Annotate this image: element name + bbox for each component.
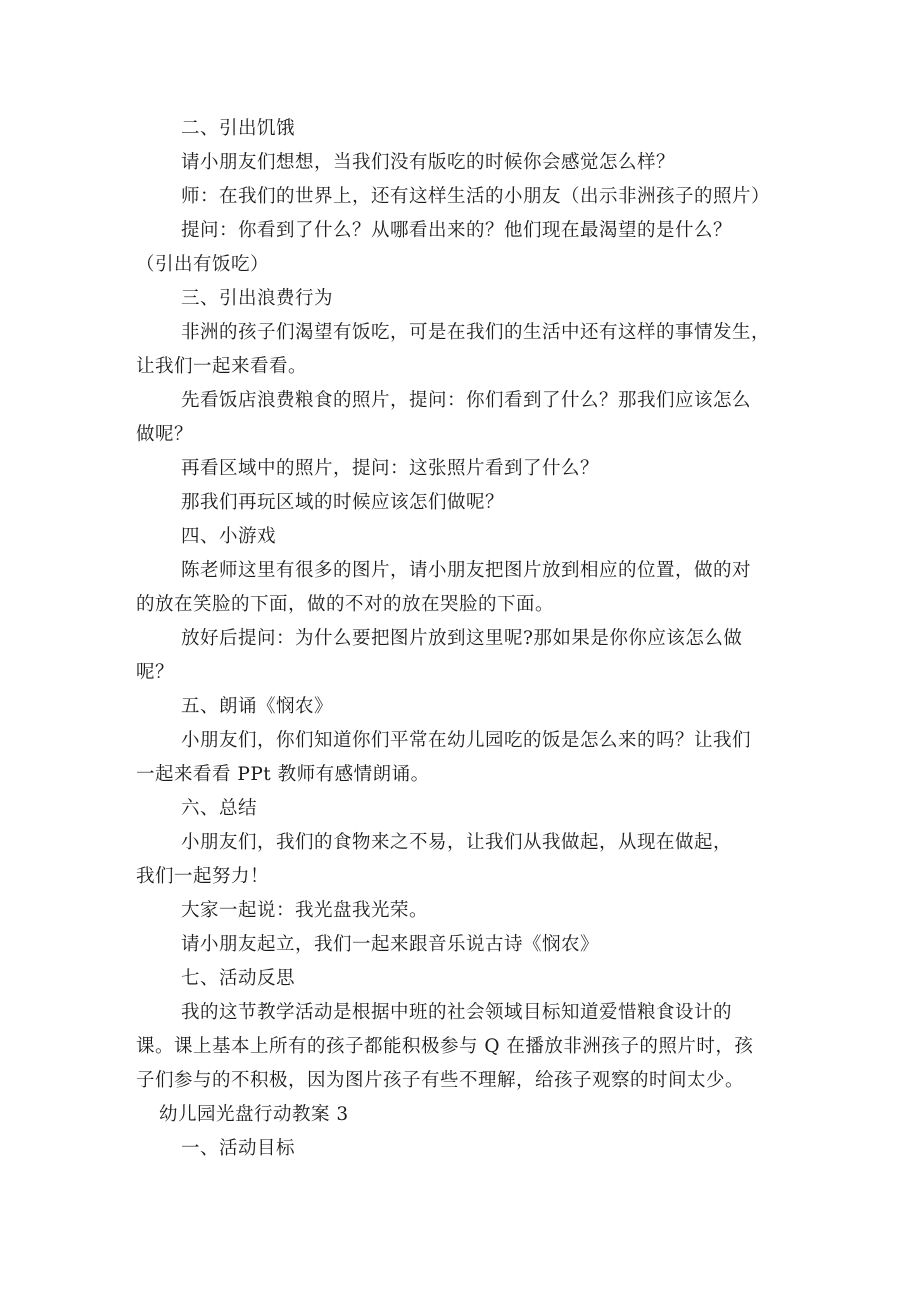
- paragraph-line: （引出有饭吃）: [136, 254, 270, 275]
- paragraph-line: 请小朋友们想想，当我们没有版吃的时候你会感觉怎么样？: [181, 152, 676, 173]
- paragraph-line: 大家一起说：我光盘我光荣。: [181, 900, 429, 921]
- paragraph-line: 做呢？: [136, 424, 194, 445]
- paragraph-line: 子们参与的不积极，因为图片孩子有些不理解，给孩子观察的时间太少。: [136, 1070, 745, 1091]
- paragraph-line: 再看区域中的照片，提问：这张照片看到了什么？: [181, 458, 600, 479]
- lesson-plan-title: 幼儿园光盘行动教案 3: [159, 1104, 349, 1125]
- paragraph-line: 我们一起努力！: [136, 866, 270, 887]
- section-heading-recite: 五、朗诵《悯农》: [181, 696, 334, 717]
- paragraph-line: 的放在笑脸的下面，做的不对的放在哭脸的下面。: [136, 594, 555, 615]
- paragraph-line: 小朋友们，你们知道你们平常在幼儿园吃的饭是怎么来的吗？让我们: [181, 730, 752, 751]
- section-heading-hunger: 二、引出饥饿: [181, 118, 296, 139]
- paragraph-line: 小朋友们，我们的食物来之不易，让我们从我做起，从现在做起，: [181, 832, 733, 853]
- section-heading-waste: 三、引出浪费行为: [181, 288, 334, 309]
- section-heading-game: 四、小游戏: [181, 526, 277, 547]
- section-heading-reflection: 七、活动反思: [181, 968, 296, 989]
- paragraph-line: 我的这节教学活动是根据中班的社会领域目标知道爱惜粮食设计的: [181, 1002, 733, 1023]
- section-heading-summary: 六、总结: [181, 798, 258, 819]
- paragraph-line: 一起来看看 PPt 教师有感情朗诵。: [136, 764, 430, 785]
- paragraph-line: 师：在我们的世界上，还有这样生活的小朋友（出示非洲孩子的照片）: [181, 186, 771, 207]
- paragraph-line: 那我们再玩区域的时候应该怎们做呢？: [181, 492, 505, 513]
- paragraph-line: 陈老师这里有很多的图片，请小朋友把图片放到相应的位置，做的对: [181, 560, 752, 581]
- paragraph-line: 非洲的孩子们渴望有饭吃，可是在我们的生活中还有这样的事情发生，: [181, 322, 771, 343]
- paragraph-line: 请小朋友起立，我们一起来跟音乐说古诗《悯农》: [181, 934, 600, 955]
- paragraph-line: 放好后提问：为什么要把图片放到这里呢?那如果是你你应该怎么做: [181, 628, 743, 649]
- section-heading-goals: 一、活动目标: [181, 1138, 296, 1159]
- paragraph-line: 先看饭店浪费粮食的照片，提问：你们看到了什么？那我们应该怎么: [181, 390, 752, 411]
- paragraph-line: 提问：你看到了什么？从哪看出来的？他们现在最渴望的是什么？: [181, 220, 733, 241]
- paragraph-line: 课。课上基本上所有的孩子都能积极参与 Q 在播放非洲孩子的照片时，孩: [136, 1036, 754, 1057]
- paragraph-line: 呢？: [136, 662, 175, 683]
- paragraph-line: 让我们一起来看看。: [136, 356, 308, 377]
